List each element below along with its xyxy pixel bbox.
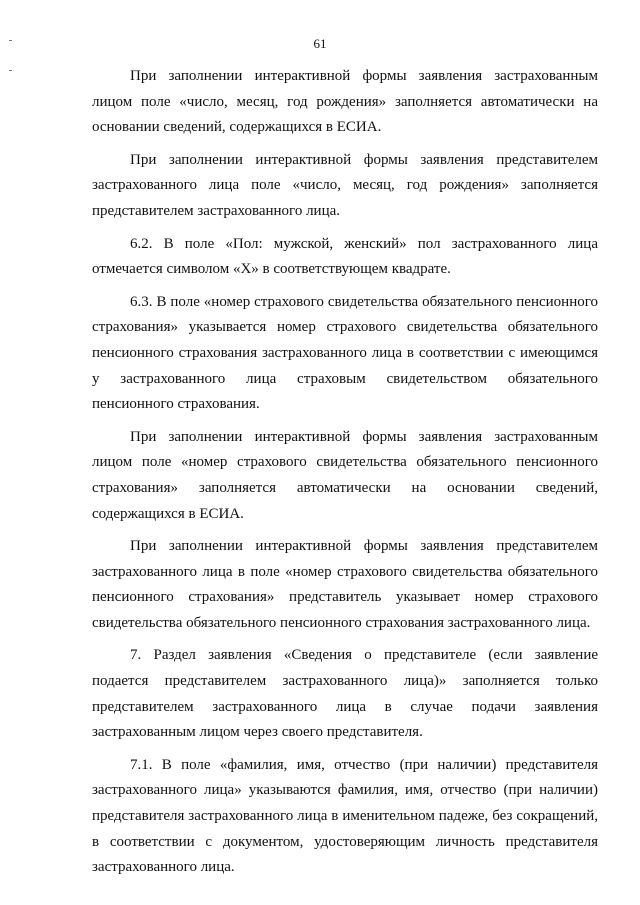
page-number: 61 <box>313 36 327 51</box>
paragraph-7-representative-section: 7. Раздел заявления «Сведения о представителе (если заявление подается представителем застрахованного лица)» заполняется только представителем застрахованного лица в случае подачи заявления застрахованным лицом через своего представителя. <box>92 647 598 741</box>
paragraph-esia-birthdate: При заполнении интерактивной формы заявления застрахованным лицом поле «число, месяц, год рождения» заполняется автоматически на основании сведений, содержащихся в ЕСИА. <box>92 68 598 136</box>
paragraph-6-3-snils: 6.3. В поле «номер страхового свидетельства обязательного пенсионного страхования» указывается номер страхового свидетельства обязательного пенсионного страхования застрахованного лица в соответствии с имеющимся у застрахованного лица страховым свидетельством обязательного пенсионного страхования. <box>92 293 598 413</box>
scan-margin-mark <box>9 70 12 71</box>
paragraph-7-1-representative-name: 7.1. В поле «фамилия, имя, отчество (при наличии) представителя застрахованного лица» указываются фамилия, имя, отчество (при наличии) представителя застрахованного лица в именительном падеже, без сокращений, в соответствии с документом, удостоверяющим личность представителя застрахованного лица. <box>92 756 598 876</box>
paragraph-representative-birthdate: При заполнении интерактивной формы заявления представителем застрахованного лица поле «число, месяц, год рождения» заполняется представителем застрахованного лица. <box>92 151 598 219</box>
body-text <box>92 64 598 888</box>
paragraph-representative-snils: При заполнении интерактивной формы заявления представителем застрахованного лица в поле «номер страхового свидетельства обязательного пенсионного страхования» представитель указывает номер страхового свидетельства обязательного пенсионного страхования застрахованного лица. <box>92 538 598 631</box>
paragraph-esia-snils: При заполнении интерактивной формы заявления застрахованным лицом поле «номер страхового свидетельства обязательного пенсионного страхования» заполняется автоматически на основании сведений, содержащихся в ЕСИА. <box>92 428 598 522</box>
paragraph-6-2-gender: 6.2. В поле «Пол: мужской, женский» пол застрахованного лица отмечается символом «Х» в соответствующем квадрате. <box>92 235 598 278</box>
